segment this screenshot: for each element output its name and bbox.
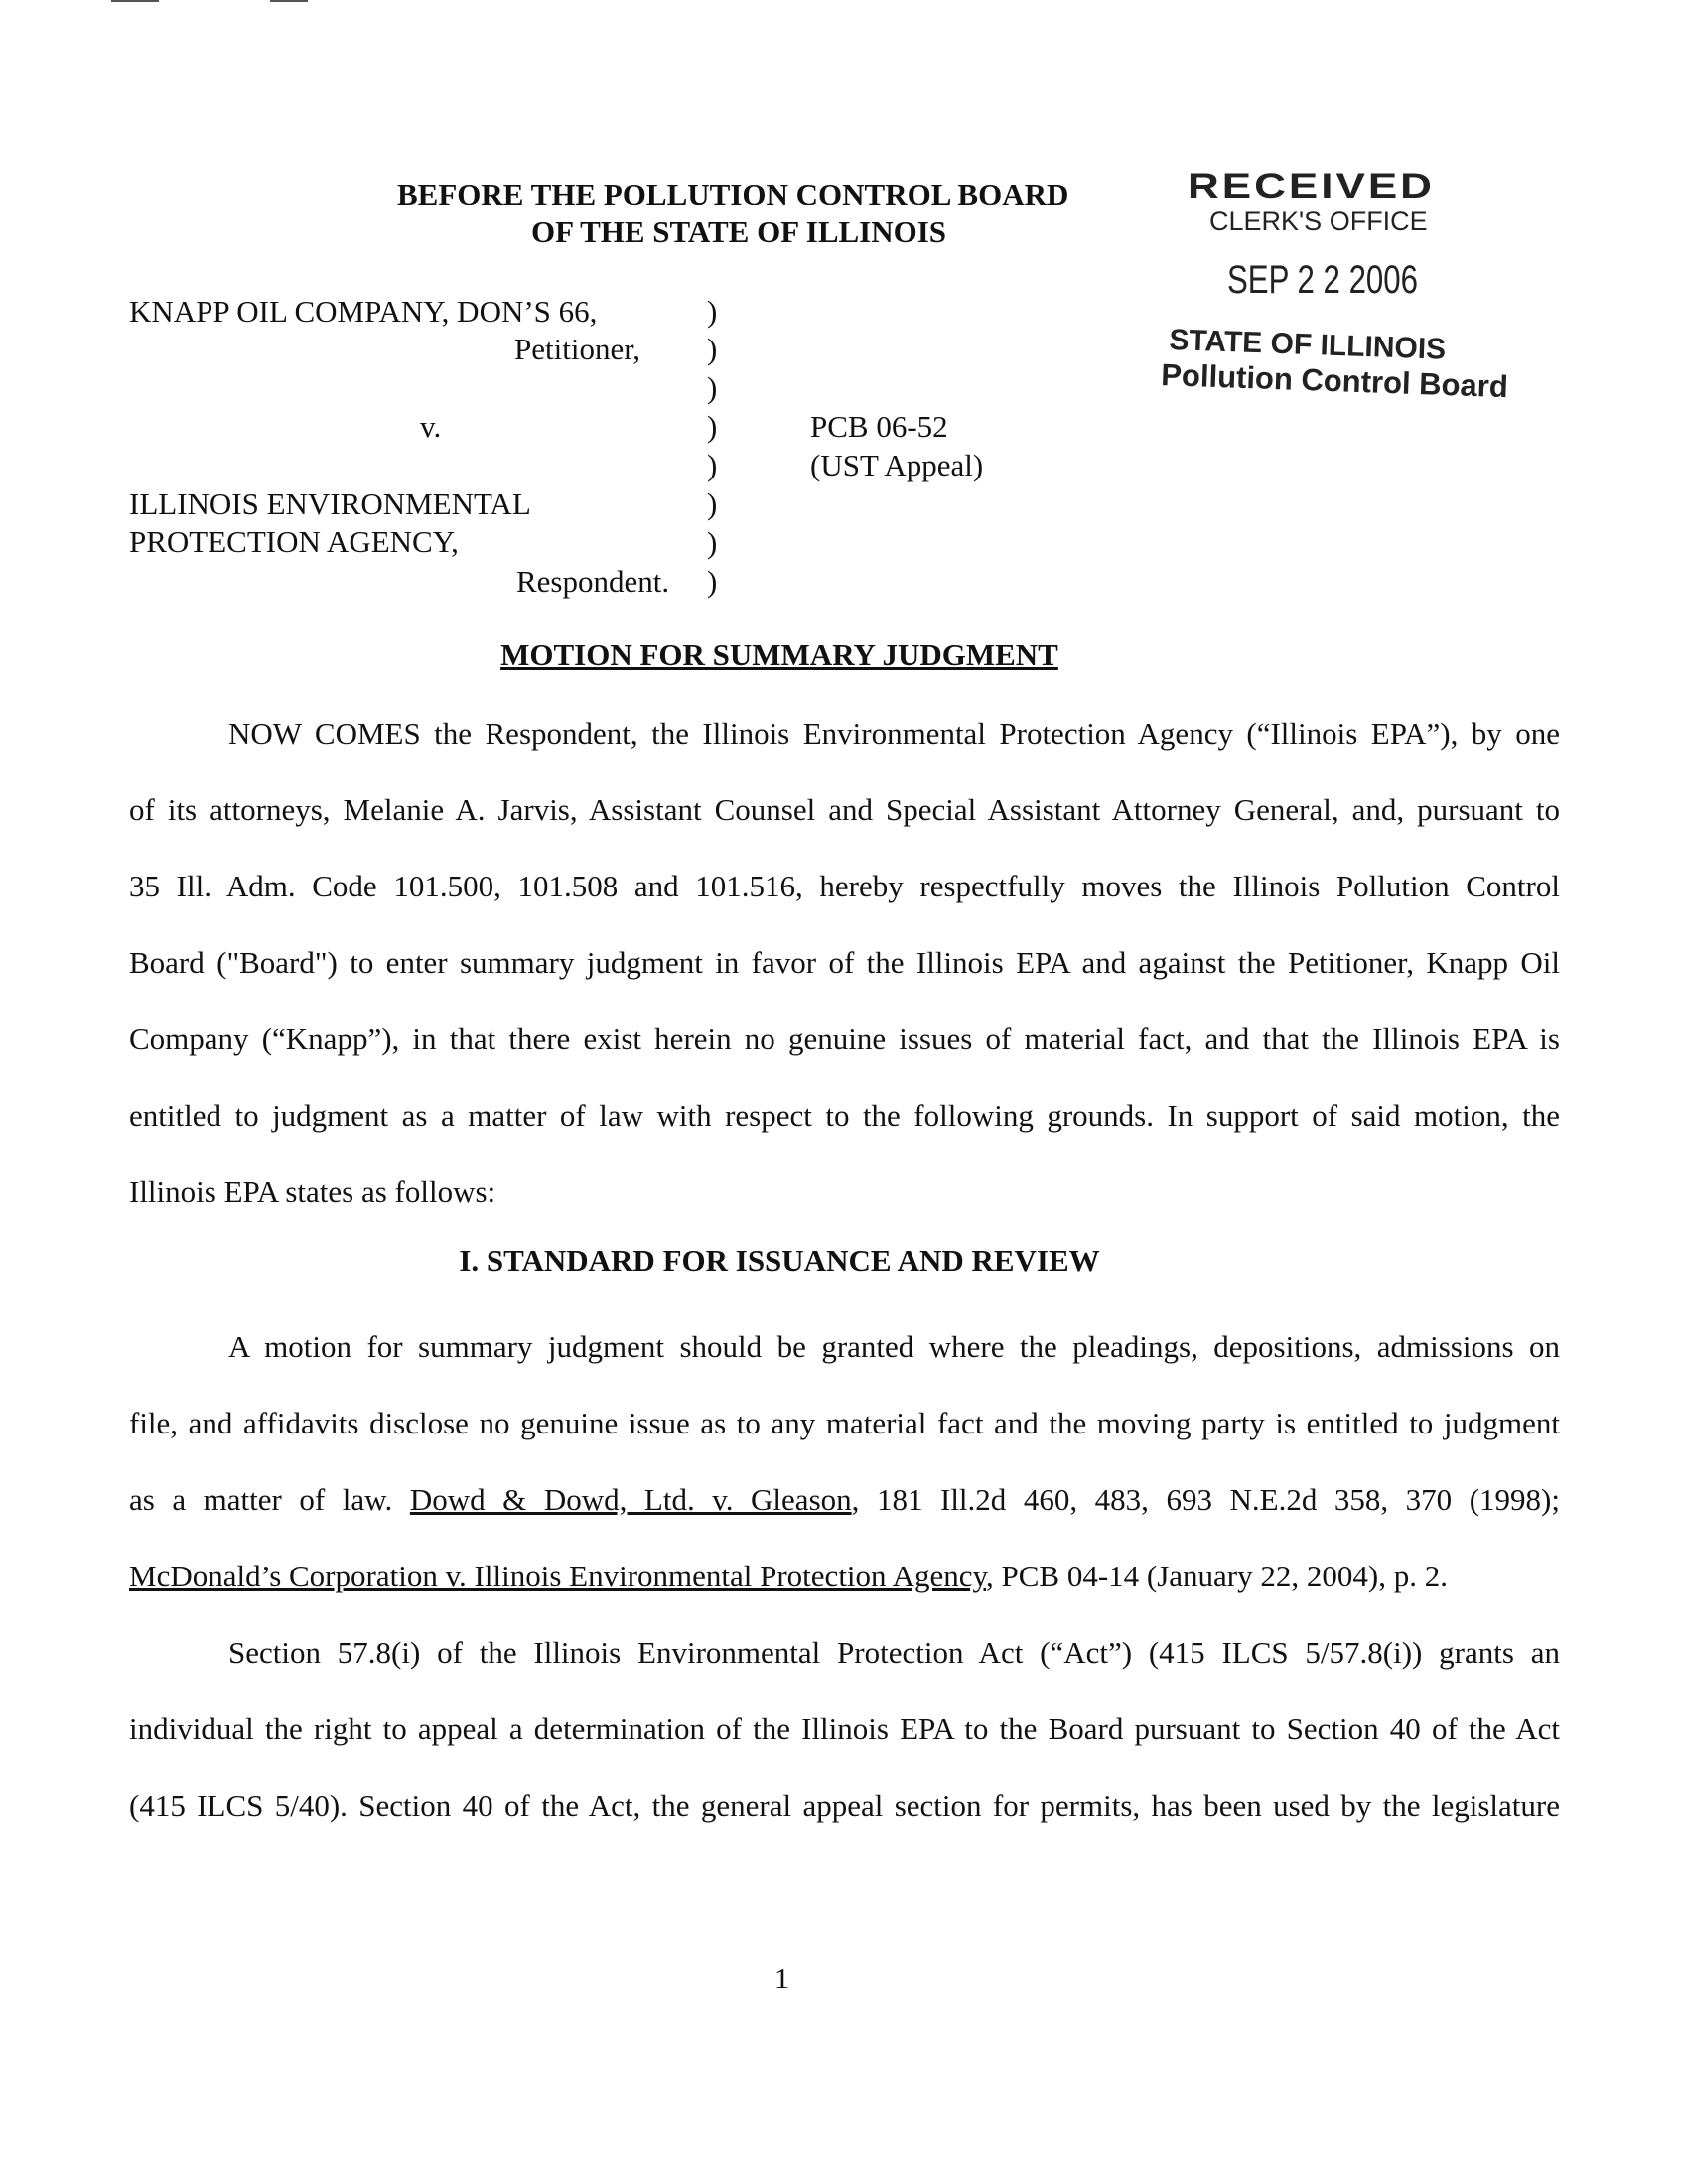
caption-paren: ) <box>707 486 718 521</box>
versus: v. <box>420 409 442 444</box>
caption-paren: ) <box>707 370 718 405</box>
text-line: file, and affidavits disclose no genuine issue as to any material fact and the moving party is entitled to judgment <box>129 1406 1560 1440</box>
text-segment: , 181 Ill.2d 460, 483, 693 N.E.2d 358, 370 (1998); <box>851 1482 1560 1517</box>
text-line: of its attorneys, Melanie A. Jarvis, Assistant Counsel and Special Assistant Attorney General, and, pursuant to <box>129 792 1560 827</box>
text-line: Section 57.8(i) of the Illinois Environmental Protection Act (“Act”) (415 ILCS 5/57.8(i)) grants an <box>228 1635 1560 1670</box>
text-line: NOW COMES the Respondent, the Illinois Environmental Protection Agency (“Illinois EPA”), by one <box>228 716 1560 751</box>
text-line: (415 ILCS 5/40). Section 40 of the Act, the general appeal section for permits, has been used by the legislature <box>129 1788 1560 1823</box>
intro-paragraph <box>129 695 1560 1230</box>
text-line: Board ("Board") to enter summary judgment in favor of the Illinois EPA and against the Petitioner, Knapp Oil <box>129 945 1560 980</box>
text-line: A motion for summary judgment should be granted where the pleadings, depositions, admissions on <box>228 1329 1560 1364</box>
section-heading: I. STANDARD FOR ISSUANCE AND REVIEW <box>459 1243 1100 1278</box>
heading-line-2: OF THE STATE OF ILLINOIS <box>531 214 947 249</box>
text-line: individual the right to appeal a determination of the Illinois EPA to the Board pursuant to Section 40 of the Act <box>129 1711 1560 1746</box>
stamp-state: STATE OF ILLINOIS <box>1168 324 1447 366</box>
petitioner-name: KNAPP OIL COMPANY, DON’S 66, <box>129 294 598 329</box>
text-line: Illinois EPA states as follows: <box>129 1174 496 1209</box>
text-line: entitled to judgment as a matter of law with respect to the following grounds. In support of said motion, the <box>129 1098 1560 1133</box>
caption-paren: ) <box>707 409 718 444</box>
standard-paragraph <box>129 1308 1560 1614</box>
text-segment: as a matter of law. <box>129 1482 410 1517</box>
petitioner-role: Petitioner, <box>514 332 641 366</box>
heading-line-1: BEFORE THE POLLUTION CONTROL BOARD <box>397 177 1069 211</box>
stamp-received: RECEIVED <box>1188 167 1435 206</box>
page-number: 1 <box>773 1961 790 1995</box>
case-citation: Dowd & Dowd, Ltd. v. Gleason <box>409 1482 852 1517</box>
text-line <box>129 1538 1560 1614</box>
respondent-name-line-2: PROTECTION AGENCY, <box>129 524 459 559</box>
stamp-date: SEP 2 2 2006 <box>1227 258 1418 302</box>
caption-paren: ) <box>707 564 718 599</box>
stamp-clerk-office: CLERK'S OFFICE <box>1209 206 1428 236</box>
caption-paren: ) <box>707 525 718 560</box>
case-number: PCB 06-52 <box>810 409 948 444</box>
text-line <box>129 1461 1560 1538</box>
case-citation: McDonald’s Corporation v. Illinois Environmental Protection Agency <box>129 1559 986 1593</box>
caption-paren: ) <box>707 448 718 482</box>
appeal-paragraph <box>129 1614 1560 1843</box>
text-line: 35 Ill. Adm. Code 101.500, 101.508 and 101.516, hereby respectfully moves the Illinois Pollution Control <box>129 869 1560 903</box>
document-title: MOTION FOR SUMMARY JUDGMENT <box>500 637 1058 672</box>
scan-mark <box>270 0 308 2</box>
stamp-board: Pollution Control Board <box>1160 357 1509 405</box>
caption-paren: ) <box>707 332 718 366</box>
scan-mark <box>111 0 159 2</box>
respondent-role: Respondent. <box>516 564 670 599</box>
case-type: (UST Appeal) <box>810 448 984 482</box>
respondent-name-line-1: ILLINOIS ENVIRONMENTAL <box>129 486 531 521</box>
caption-paren: ) <box>707 294 718 329</box>
text-line: Company (“Knapp”), in that there exist herein no genuine issues of material fact, and that the Illinois EPA is <box>129 1022 1560 1056</box>
text-segment: , PCB 04-14 (January 22, 2004), p. 2. <box>985 1559 1448 1593</box>
